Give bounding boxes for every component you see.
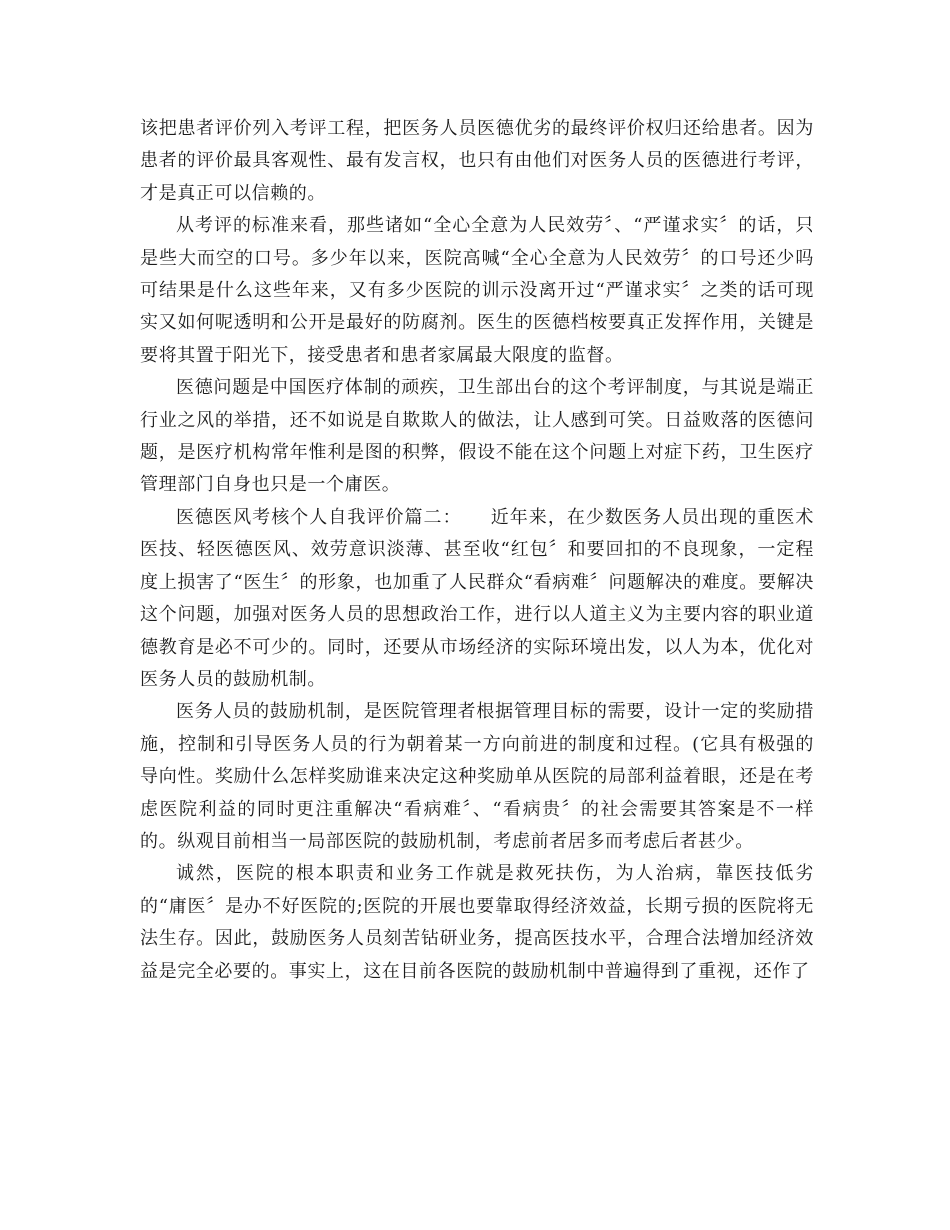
paragraph-4: 医德医风考核个人自我评价篇二： 近年来，在少数医务人员出现的重医术医技、轻医德医风、效劳意识淡薄、甚至收“红包〞和要回扣的不良现象，一定程度上损害了“医生〞的形象，也加重了人民群众“看病难〞问题解决的难度。要解决这个问题，加强对医务人员的思想政治工作，进行以人道主义为主要内容的职业道德教育是必不可少的。同时，还要从市场经济的实际环境出发，以人为本，优化对医务人员的鼓励机制。	[140, 506, 814, 690]
paragraph-3: 医德问题是中国医疗体制的顽疾，卫生部出台的这个考评制度，与其说是端正行业之风的举措，还不如说是自欺欺人的做法，让人感到可笑。日益败落的医德问题，是医疗机构常年惟利是图的积弊，假设不能在这个问题上对症下药，卫生医疗管理部门自身也只是一个庸医。	[140, 377, 814, 496]
paragraph-1: 该把患者评价列入考评工程，把医务人员医德优劣的最终评价权归还给患者。因为患者的评价最具客观性、最有发言权，也只有由他们对医务人员的医德进行考评，才是真正可以信赖的。	[140, 118, 814, 204]
paragraph-5: 医务人员的鼓励机制，是医院管理者根据管理目标的需要，设计一定的奖励措施，控制和引导医务人员的行为朝着某一方向前进的制度和过程。(它具有极强的导向性。奖励什么怎样奖励谁来决定这种奖励单从医院的局部利益着眼，还是在考虑医院利益的同时更注重解决“看病难〞、“看病贵〞的社会需要其答案是不一样的。纵观目前相当一局部医院的鼓励机制，考虑前者居多而考虑后者甚少。	[140, 701, 814, 852]
document-body	[140, 113, 814, 988]
paragraph-6: 诚然，医院的根本职责和业务工作就是救死扶伤，为人治病，靠医技低劣的“庸医〞是办不好医院的;医院的开展也要靠取得经济效益，长期亏损的医院将无法生存。因此，鼓励医务人员刻苦钻研业务，提高医技水平，合理合法增加经济效益是完全必要的。事实上，这在目前各医院的鼓励机制中普遍得到了重视，还作了	[140, 863, 814, 982]
paragraph-2: 从考评的标准来看，那些诸如“全心全意为人民效劳〞、“严谨求实〞的话，只是些大而空的口号。多少年以来，医院高喊“全心全意为人民效劳〞的口号还少吗可结果是什么这些年来，又有多少医院的训示没离开过“严谨求实〞之类的话可现实又如何呢透明和公开是最好的防腐剂。医生的医德档桉要真正发挥作用，关键是要将其置于阳光下，接受患者和患者家属最大限度的监督。	[140, 215, 814, 366]
